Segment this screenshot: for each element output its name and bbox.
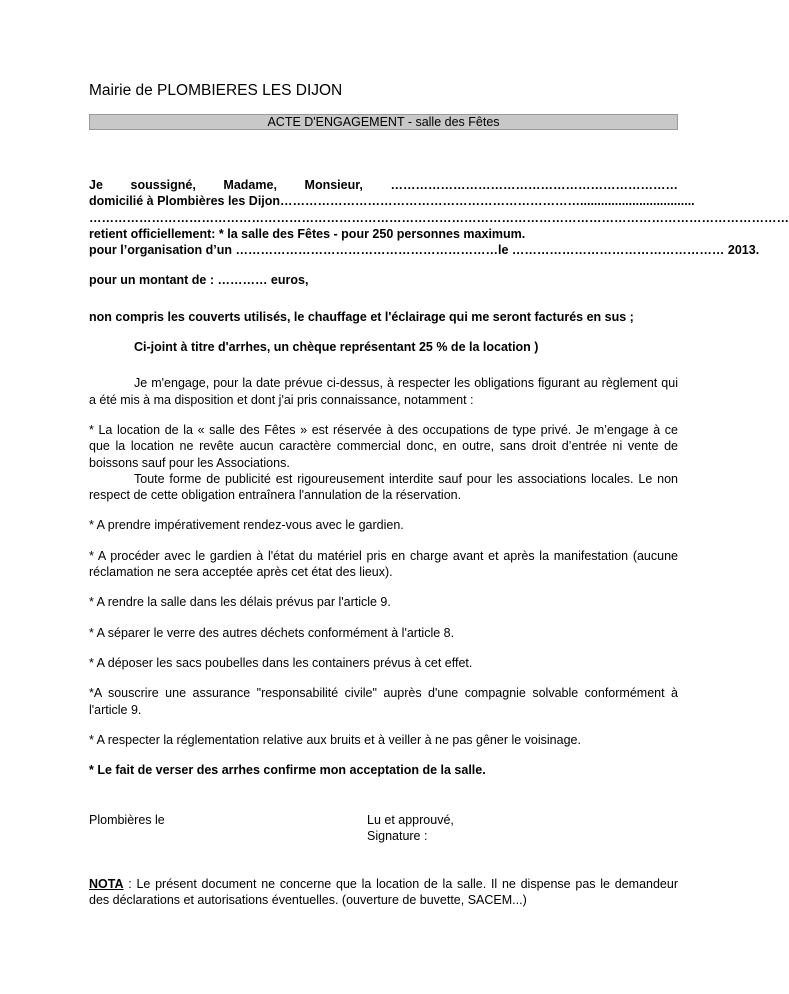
nota-label: NOTA <box>89 877 124 891</box>
word-madame: Madame, <box>223 178 277 192</box>
document-body <box>89 177 789 778</box>
rdv-item: * A prendre impérativement rendez-vous avec le gardien. <box>89 518 404 533</box>
blank-line: …………………………………………………………………………………………………………………………………………………… <box>89 210 789 225</box>
etat-item: * A procéder avec le gardien à l'état du matériel pris en charge avant et après la manifestation (aucune réclamation ne sera acceptée après cet état des lieux). <box>89 548 678 580</box>
soussigne-line <box>89 177 678 193</box>
assurance-item: *A souscrire une assurance "responsabilité civile" auprès d'une compagnie solvable conformément à l'article 9. <box>89 686 678 717</box>
signature-label: Signature : <box>367 829 428 844</box>
verre-item: * A séparer le verre des autres déchets conformément à l'article 8. <box>89 625 455 640</box>
nota-block <box>89 876 678 909</box>
rendre-item: * A rendre la salle dans les délais prévus par l'article 9. <box>89 595 391 610</box>
domicile-line: domicilié à Plombières les Dijon………………………………………………………………................................. <box>89 194 695 209</box>
name-blank: …………………………………………………………… <box>390 178 678 192</box>
sacs-item: * A déposer les sacs poubelles dans les containers prévus à cet effet. <box>89 655 473 670</box>
lu-approuve-label: Lu et approuvé, <box>367 813 454 827</box>
word-je: Je <box>89 178 103 192</box>
word-monsieur: Monsieur, <box>304 178 363 192</box>
engagement-paragraph: Je m'engage, pour la date prévue ci-dessus, à respecter les obligations figurant au règlement qui a été mis à ma disposition et dont j'ai pris connaissance, notamment : <box>89 376 678 407</box>
arrhes-line: Ci-joint à titre d'arrhes, un chèque représentant 25 % de la location ) <box>134 340 539 355</box>
lieu-date-label: Plombières le <box>89 813 165 827</box>
signature-block <box>367 812 454 845</box>
nota-text: : Le présent document ne concerne que la location de la salle. Il ne dispense pas le demandeur des déclarations et autorisations éventuelles. (ouverture de buvette, SACEM...) <box>89 877 678 908</box>
bruits-item: * A respecter la réglementation relative aux bruits et à veiller à ne pas gêner le voisinage. <box>89 732 581 747</box>
organisation-line: pour l’organisation d’un ………………………………………………………le …………………………………………… 2013. <box>89 243 760 258</box>
mairie-heading: Mairie de PLOMBIERES LES DIJON <box>89 82 343 99</box>
title-banner: ACTE D'ENGAGEMENT - salle des Fêtes <box>89 114 678 130</box>
publicite-paragraph: Toute forme de publicité est rigoureusement interdite sauf pour les associations locales. Le non respect de cette obligation entraînera l'annulation de la réservation. <box>89 471 678 503</box>
montant-line: pour un montant de : ………… euros, <box>89 273 309 288</box>
location-paragraph: * La location de la « salle des Fêtes » est réservée à des occupations de type privé. Je m’engage à ce que la location ne revête aucun caractère commercial donc, en outre, sans droit d’entrée ni vente de boissons sauf pour les Associations. <box>89 422 678 470</box>
confirmation-item: * Le fait de verser des arrhes confirme mon acceptation de la salle. <box>89 763 486 778</box>
word-soussigne: soussigné, <box>130 178 196 192</box>
non-compris-line: non compris les couverts utilisés, le chauffage et l'éclairage qui me seront facturés en sus ; <box>89 309 634 324</box>
retient-line: retient officiellement: * la salle des Fêtes - pour 250 personnes maximum. <box>89 226 526 241</box>
